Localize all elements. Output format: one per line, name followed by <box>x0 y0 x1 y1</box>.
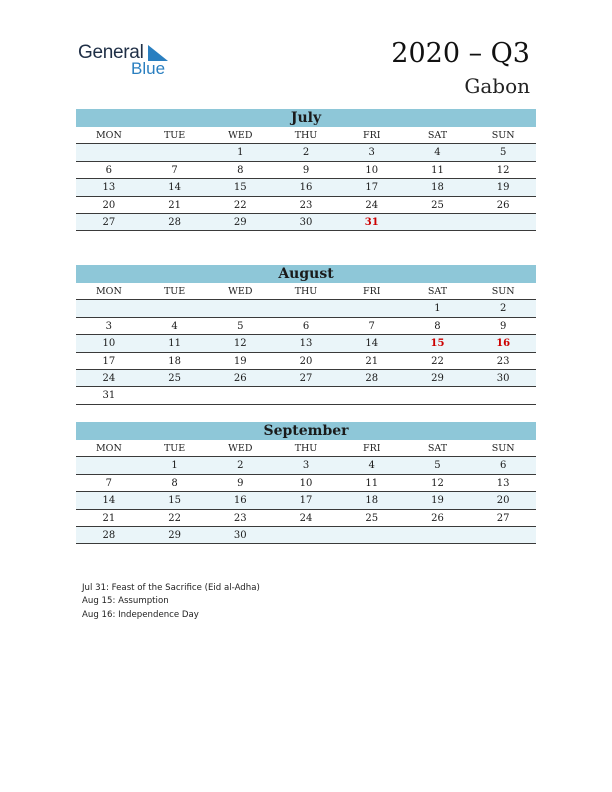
week-row <box>76 387 536 404</box>
date-cell <box>142 300 208 316</box>
date-cell: 13 <box>299 338 313 350</box>
date-cell: 23 <box>496 355 510 367</box>
weekday-label: SUN <box>491 443 515 454</box>
date-cell: 1 <box>434 303 441 315</box>
date-cell: 21 <box>168 199 181 211</box>
date-cell: 31 <box>102 390 116 402</box>
date-cell: 2 <box>237 460 244 472</box>
holiday-date-cell: 16 <box>496 338 511 350</box>
date-cell: 27 <box>299 372 313 384</box>
date-cell: 27 <box>496 512 510 524</box>
holiday-note: Aug 16: Independence Day <box>82 609 199 620</box>
weekday-header-row <box>76 440 536 457</box>
date-cell <box>405 527 471 543</box>
date-cell <box>339 527 405 543</box>
weekday-label: MON <box>95 286 122 297</box>
date-cell: 3 <box>368 147 375 159</box>
month-september <box>76 422 536 544</box>
date-cell <box>207 300 273 316</box>
date-cell <box>142 387 208 403</box>
weekday-label: WED <box>228 286 253 297</box>
date-cell: 30 <box>299 216 313 228</box>
month-name: July <box>76 109 536 127</box>
holiday-date-cell: 15 <box>430 338 445 350</box>
date-cell: 24 <box>365 199 379 211</box>
date-cell: 15 <box>168 495 181 507</box>
date-cell: 29 <box>233 216 247 228</box>
date-cell: 26 <box>496 199 510 211</box>
week-row <box>76 197 536 214</box>
date-cell: 15 <box>233 182 247 194</box>
date-cell: 1 <box>171 460 178 472</box>
date-cell: 16 <box>299 182 313 194</box>
date-cell <box>273 300 339 316</box>
date-cell: 19 <box>431 495 444 507</box>
date-cell <box>405 214 471 230</box>
date-cell: 5 <box>499 147 507 159</box>
date-cell: 17 <box>299 495 313 507</box>
date-cell: 6 <box>499 460 507 472</box>
date-cell: 4 <box>171 320 178 332</box>
date-cell <box>273 387 339 403</box>
date-cell: 11 <box>168 338 181 350</box>
weekday-label: THU <box>294 286 318 297</box>
week-row <box>76 179 536 196</box>
date-cell: 9 <box>499 320 507 332</box>
date-cell: 10 <box>102 338 116 350</box>
weekday-label: FRI <box>362 130 381 141</box>
date-cell: 14 <box>168 182 181 194</box>
week-row <box>76 492 536 509</box>
date-cell: 12 <box>233 338 247 350</box>
date-cell: 22 <box>431 355 444 367</box>
date-cell: 22 <box>168 512 181 524</box>
date-cell: 24 <box>102 372 116 384</box>
week-row <box>76 335 536 352</box>
month-name: September <box>76 422 536 440</box>
date-cell <box>339 387 405 403</box>
date-cell: 23 <box>299 199 313 211</box>
date-cell: 14 <box>365 338 379 350</box>
page-title-year: 2020 – Q3 <box>391 38 530 69</box>
date-cell: 7 <box>171 164 178 176</box>
generalblue-logo <box>78 42 178 82</box>
week-row <box>76 457 536 474</box>
date-cell: 4 <box>434 147 441 159</box>
weekday-label: MON <box>95 443 122 454</box>
date-cell: 17 <box>365 182 379 194</box>
weekday-label: TUE <box>163 130 186 141</box>
weekday-label: SUN <box>491 130 515 141</box>
logo-text-general: General <box>78 42 144 63</box>
date-cell: 2 <box>302 147 310 159</box>
date-cell: 12 <box>496 164 510 176</box>
date-cell: 24 <box>299 512 313 524</box>
date-cell: 8 <box>434 320 441 332</box>
weekday-label: SAT <box>427 443 448 454</box>
holiday-note: Aug 15: Assumption <box>82 596 169 607</box>
week-row <box>76 353 536 370</box>
weekday-label: MON <box>95 130 122 141</box>
date-cell: 19 <box>233 355 247 367</box>
date-cell: 20 <box>299 355 313 367</box>
week-row <box>76 527 536 544</box>
date-cell: 8 <box>237 164 244 176</box>
date-cell: 14 <box>102 495 116 507</box>
date-cell: 17 <box>102 355 116 367</box>
date-cell <box>470 387 536 403</box>
weekday-label: THU <box>294 443 318 454</box>
date-cell <box>207 387 273 403</box>
date-cell <box>470 214 536 230</box>
date-cell: 28 <box>168 216 181 228</box>
date-cell: 2 <box>499 303 507 315</box>
date-cell: 28 <box>102 529 116 541</box>
date-cell <box>273 527 339 543</box>
month-name: August <box>76 265 536 283</box>
weekday-header-row <box>76 127 536 144</box>
week-row <box>76 318 536 335</box>
date-cell <box>76 457 142 473</box>
date-cell: 30 <box>496 372 510 384</box>
date-cell: 21 <box>365 355 379 367</box>
date-cell: 13 <box>102 182 116 194</box>
date-cell: 9 <box>302 164 310 176</box>
date-cell: 25 <box>168 372 181 384</box>
date-cell: 29 <box>168 529 181 541</box>
date-cell: 5 <box>434 460 441 472</box>
holiday-note: Jul 31: Feast of the Sacrifice (Eid al-Adha) <box>82 583 260 593</box>
date-cell <box>76 300 142 316</box>
date-cell: 8 <box>171 477 178 489</box>
weekday-label: THU <box>294 130 318 141</box>
date-cell: 23 <box>233 512 247 524</box>
date-cell <box>339 300 405 316</box>
date-cell: 18 <box>365 495 379 507</box>
date-cell: 22 <box>233 199 247 211</box>
date-cell: 3 <box>105 320 113 332</box>
weekday-label: FRI <box>362 286 381 297</box>
logo-text-blue: Blue <box>131 59 166 78</box>
date-cell <box>470 527 536 543</box>
weekday-label: FRI <box>362 443 381 454</box>
date-cell <box>405 387 471 403</box>
date-cell: 7 <box>368 320 375 332</box>
weekday-label: TUE <box>163 286 186 297</box>
date-cell: 7 <box>105 477 113 489</box>
date-cell: 28 <box>365 372 379 384</box>
date-cell: 27 <box>102 216 116 228</box>
week-row <box>76 144 536 161</box>
date-cell: 20 <box>102 199 116 211</box>
date-cell: 26 <box>431 512 444 524</box>
week-row <box>76 370 536 387</box>
date-cell: 6 <box>105 164 113 176</box>
date-cell: 11 <box>365 477 379 489</box>
weekday-label: SAT <box>427 286 448 297</box>
date-cell: 10 <box>299 477 313 489</box>
date-cell: 1 <box>237 147 244 159</box>
date-cell: 12 <box>431 477 444 489</box>
holiday-date-cell: 31 <box>364 216 379 228</box>
holiday-notes <box>82 582 260 622</box>
date-cell: 30 <box>233 529 247 541</box>
week-row <box>76 162 536 179</box>
date-cell: 9 <box>237 477 244 489</box>
date-cell: 18 <box>431 182 444 194</box>
date-cell: 25 <box>365 512 379 524</box>
date-cell: 10 <box>365 164 379 176</box>
date-cell: 26 <box>233 372 247 384</box>
date-cell: 6 <box>302 320 310 332</box>
date-cell: 20 <box>496 495 510 507</box>
date-cell: 5 <box>237 320 244 332</box>
month-july <box>76 109 536 231</box>
date-cell: 25 <box>431 199 444 211</box>
date-cell: 29 <box>431 372 444 384</box>
date-cell: 19 <box>496 182 510 194</box>
date-cell: 21 <box>102 512 116 524</box>
page-title-country: Gabon <box>464 74 530 98</box>
weekday-label: SAT <box>427 130 448 141</box>
month-august <box>76 265 536 405</box>
week-row <box>76 214 536 231</box>
weekday-label: WED <box>228 443 253 454</box>
weekday-header-row <box>76 283 536 300</box>
week-row <box>76 510 536 527</box>
date-cell <box>142 144 208 160</box>
date-cell <box>76 144 142 160</box>
weekday-label: TUE <box>163 443 186 454</box>
date-cell: 16 <box>233 495 247 507</box>
date-cell: 13 <box>496 477 510 489</box>
weekday-label: SUN <box>491 286 515 297</box>
week-row <box>76 300 536 317</box>
date-cell: 4 <box>368 460 375 472</box>
week-row <box>76 475 536 492</box>
weekday-label: WED <box>228 130 253 141</box>
date-cell: 11 <box>431 164 444 176</box>
date-cell: 18 <box>168 355 181 367</box>
date-cell: 3 <box>302 460 310 472</box>
